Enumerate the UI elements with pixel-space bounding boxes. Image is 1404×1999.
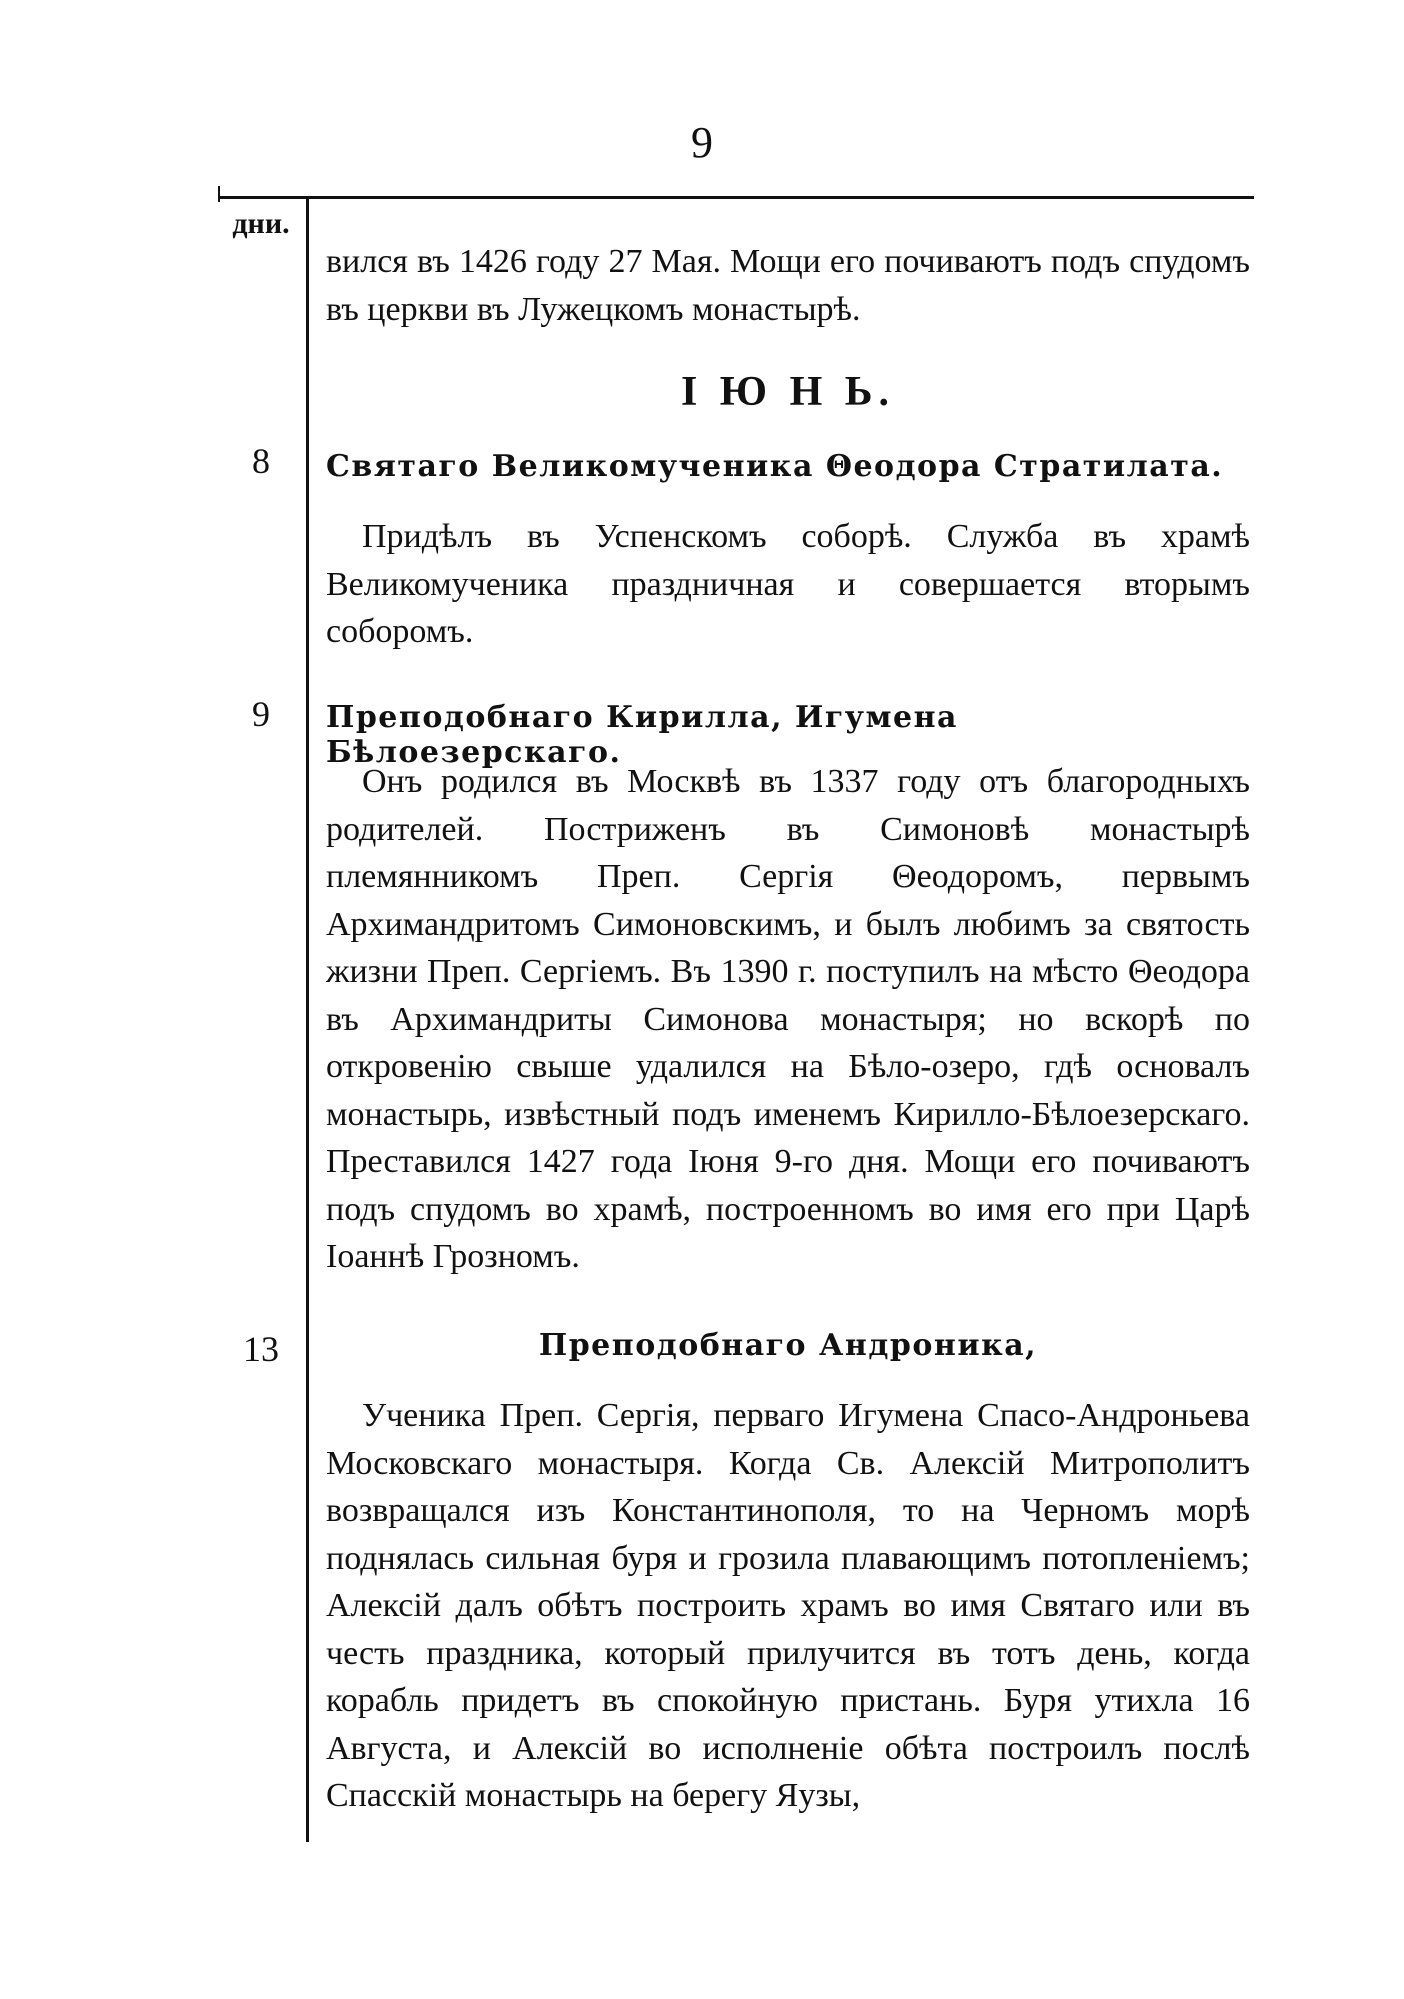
page-number: 9 (691, 118, 713, 167)
entry-paragraph: Ученика Преп. Сергія, перваго Игумена Спасо-Андроньева Московскаго монастыря. Когда Св. Алексій Митрополитъ возвращался изъ Константинополя, то на Черномъ морѣ поднялась сильная буря и грозила плавающимъ потопленіемъ; Алексій далъ обѣтъ построить храмъ во имя Святаго или въ честь праздника, который прилучится въ тотъ день, когда корабль придетъ въ спокойную пристань. Буря утихла 16 Августа, и Алексій во исполненіе обѣта построилъ послѣ Спасскій монастырь на берегу Яузы, (326, 1397, 1250, 1814)
saint-heading: Преподобнаго Кирилла, Игумена Бѣлоезерскаго. (326, 700, 958, 770)
day-number: 9 (252, 694, 270, 734)
month-title: I Ю Н Ь. (680, 369, 896, 415)
days-column-header: дни. (232, 207, 290, 240)
header-rule (220, 196, 1254, 199)
day-number: 8 (252, 441, 270, 481)
margin-rule (306, 196, 309, 1842)
entry-paragraph: Онъ родился въ Москвѣ въ 1337 году отъ благородныхъ родителей. Постриженъ въ Симоновѣ монастырѣ племянникомъ Преп. Сергія Θеодоромъ, первымъ Архимандритомъ Симоновскимъ, и былъ любимъ за святость жизни Преп. Сергіемъ. Въ 1390 г. поступилъ на мѣсто Θеодора въ Архимандриты Симонова монастыря; но вскорѣ по откровенію свыше удалился на Бѣло-озеро, гдѣ основалъ монастырь, извѣстный подъ именемъ Кирилло-Бѣлоезерскаго. Преставился 1427 года Іюня 9-го дня. Мощи его почиваютъ подъ спудомъ во храмѣ, построенномъ во имя его при Царѣ Іоаннѣ Грозномъ. (326, 763, 1250, 1275)
entry-paragraph: Придѣлъ въ Успенскомъ соборѣ. Служба въ храмѣ Великомученика праздничная и совершается вторымъ соборомъ. (326, 518, 1250, 650)
header-rule-tick (218, 186, 220, 202)
day-number: 13 (243, 1329, 279, 1369)
saint-heading: Преподобнаго Андроника, (538, 1328, 1038, 1363)
continuation-paragraph: вился въ 1426 году 27 Мая. Мощи его почиваютъ подъ спудомъ въ церкви въ Лужецкомъ монастырѣ. (326, 243, 1250, 328)
saint-heading: Святаго Великомученика Θеодора Стратилата. (326, 449, 1224, 484)
